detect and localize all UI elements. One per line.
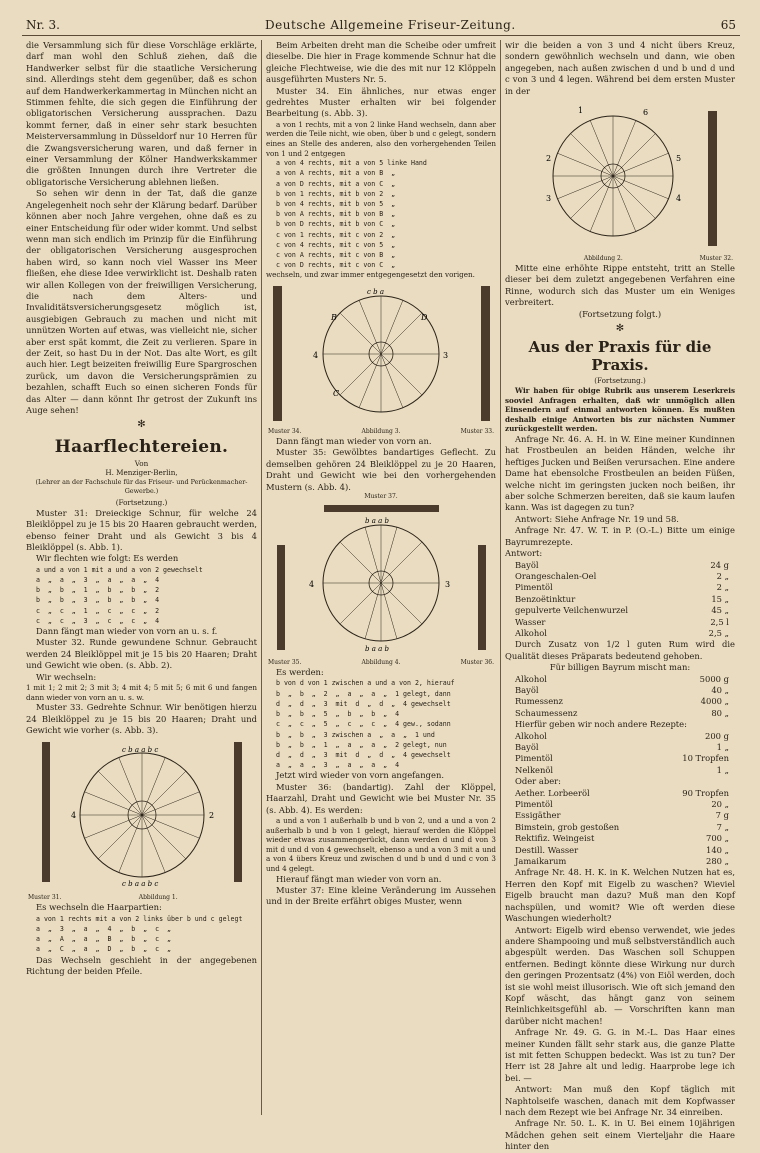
caption-pattern: Muster 35.: [268, 659, 302, 667]
pattern-35-intro: Es werden:: [276, 667, 324, 678]
byline-von: Von: [134, 458, 149, 468]
step-line: b von d von 1 zwischen a und a von 2, hierauf: [276, 679, 455, 688]
step-line: b „ b „ 3 zwischen a „ a „ 1 und: [276, 730, 435, 739]
byline-role: (Lehrer an der Fachschule für das Friseur- und Perückenmacher-Gewerbe.): [35, 478, 248, 495]
query-49: Anfrage Nr. 49. G. G. in M.-L. Das Haar eines meiner Kunden fällt sehr stark aus, die ganze Platte ist mit fetten Schuppen bedeckt. Was ist zu tun? Der Herr ist 28 Jahre alt und ledig. Haarprobe lege ich bei. —: [505, 1027, 735, 1083]
paragraph: wir die beiden a von 3 und 4 nicht übers Kreuz, sondern gewöhnlich wechseln und dann, wie oben angegeben, nach außen zwischen d und b und d und c von 3 und 4 legen. Während bei dem ersten Muster in der: [505, 40, 735, 96]
paragraph: die Versammlung sich für diese Vorschläge erklärte, darf man wohl den Schluß ziehen, daß die Handwerker selbst für die staatliche Versicherung sind. Allerdings steht dem gegenüber, daß es schon auf dem Handwerkerkammertag in München nicht an Stimmen fehlte, die sich gegen die Einführung der obligatorischen Versicherung aussprachen. Dazu kommt ferner, daß in einer sehr stark besuchten Meisterversammlung in Düsseldorf nur 10 Herren für die Zwangsversicherung waren, und daß ferner in einer Versammlung der Kölner Handwerkskammer die größten Innungen durch ihre Vertreter die obligatorische Versicherung ablehnen ließen.: [26, 40, 257, 187]
recipe-row: Bimstein, grob gestoßen 7 „: [515, 821, 729, 832]
answer-49: Antwort: Man muß den Kopf täglich mit Naphtolseife waschen, danach mit dem Kopfwasser nach dem Rezept wie bei Anfrage Nr. 34 einreiben.: [505, 1084, 735, 1117]
pattern-32-text: Muster 32. Runde gewundene Schnur. Gebraucht werden 24 Bleiklöppel mit je 15 bis 20 Haaren; Draht und Gewicht wie oben. (s. Abb. 2).: [26, 637, 257, 671]
continuation-note: (Fortsetzung.): [594, 376, 646, 386]
column-1: [22, 40, 261, 1115]
step-line: c von 4 rechts, mit c von 5 „: [276, 240, 396, 249]
caption-figure: Abbildung 4.: [361, 659, 401, 667]
pattern-33-text: Muster 33. Gedrehte Schnur. Wir benötigen hierzu 24 Bleiklöppel zu je 15 bis 20 Haaren; Draht und Gewicht wie vorher (s. Abb. 3).: [26, 702, 257, 736]
newspaper-title: Deutsche Allgemeine Friseur-Zeitung.: [265, 18, 516, 32]
recipe-row: Bayöl 24 g: [515, 559, 729, 570]
step-line: a „ C „ a „ D „ b „ c „: [36, 945, 171, 954]
caption-figure: Abbildung 3.: [361, 428, 401, 436]
svg-text:2: 2: [545, 154, 551, 164]
answer-46: Antwort: Siehe Anfrage Nr. 19 und 58.: [515, 513, 679, 524]
step-line: a „ a „ 3 „ a „ a „ 4: [36, 576, 160, 585]
pattern-32-steps: 1 mit 1; 2 mit 2; 3 mit 3; 4 mit 4; 5 mit 5; 6 mit 6 und fangen dann wieder von vorn an u. s. w.: [26, 683, 257, 702]
svg-text:4: 4: [312, 351, 318, 361]
svg-text:4: 4: [70, 811, 76, 821]
pattern-34-steps: [266, 158, 496, 270]
braiding-disc-illustration: [37, 740, 247, 890]
paragraph: Mitte eine erhöhte Rippe entsteht, tritt an Stelle dieser bei dem zuletzt angegebenen Verfahren eine Rinne, wodurch sich das Muster um ein Weniges verbreitert.: [505, 263, 735, 308]
recipe-row: Alkohol 5000 g: [515, 673, 729, 684]
step-line: c „ c „ 1 „ c „ c „ 2: [36, 606, 160, 615]
svg-text:2: 2: [208, 811, 214, 821]
continuation-note: (Fortsetzung.): [115, 498, 168, 508]
recipe-row: Pimentöl 2 „: [515, 582, 729, 593]
recipe-row: Pimentöl 10 Tropfen: [515, 753, 729, 764]
svg-text:c b a a b c: c b a a b c: [121, 880, 158, 889]
pattern-34-sub: a von 1 rechts, mit a von 2 linke Hand wechseln, dann aber werden die Teile nicht, wie oben, über b und c gelegt, sondern eines an Stelle des anderen, also den vorhergehenden Teilen von 1 und 2 entgegen: [266, 119, 496, 158]
step-line: a „ 3 „ a „ 4 „ b „ c „: [36, 925, 171, 934]
recipe-row: Bayöl 40 „: [515, 684, 729, 695]
recipe-row: Rumessenz 4000 „: [515, 696, 729, 707]
step-line: a von 4 rechts, mit a von 5 linke Hand: [276, 159, 427, 168]
step-line: c von 1 rechts, mit c von 2 „: [276, 230, 396, 239]
step-line: b von A rechts, mit b von B „: [276, 210, 396, 219]
recipe-row: Bayöl 1 „: [515, 742, 729, 752]
issue-number: Nr. 3.: [26, 18, 60, 32]
step-line: b von D rechts, mit b von C „: [276, 220, 396, 229]
pattern-35-steps: [266, 678, 496, 770]
recipe-label: Hierfür geben wir noch andere Rezepte:: [515, 719, 687, 730]
step-line: c „ c „ 5 „ c „ c „ 4 gew., sodann: [276, 720, 451, 729]
pattern-31-intro: Wir flechten wie folgt: Es werden: [36, 553, 179, 564]
caption-pattern: Muster 33.: [460, 428, 494, 436]
step-line: c von A rechts, mit c von B „: [276, 251, 396, 260]
recipe-row: Aether. Lorbeeröl 90 Tropfen: [515, 787, 729, 798]
caption-pattern: Muster 37.: [364, 493, 398, 501]
pattern-36-text: Muster 36: (bandartig). Zahl der Klöppel, Haarzahl, Draht und Gewicht wie bei Muster Nr. 35 (s. Abb. 4). Es werden:: [266, 781, 496, 815]
svg-text:3: 3: [545, 194, 551, 204]
recipe-row: Alkohol 2,5 „: [515, 627, 729, 638]
ornament-icon: ✻: [137, 419, 146, 431]
paragraph: wechseln, und zwar immer entgegengesetzt den vorigen.: [266, 270, 475, 280]
caption-pattern: Muster 34.: [268, 428, 302, 436]
answer-48: Antwort: Eigelb wird ebenso verwendet, wie jedes andere Shampooing und muß selbstverständlich auch abgespült werden. Das Waschen soll Schuppen entfernen. Bedingt könnte diese Wirkung nur durch den geringen Prozentsatz (4%) von Eiöl werden, doch ist sie wohl meist illusorisch. Wie oft sich jemand den Kopf wäscht, das hängt ganz von seinem Reinlichkeitsgefühl ab. — Vorschriften kann man darüber nicht machen!: [505, 924, 735, 1026]
recipe-3: [505, 731, 735, 777]
figure-4-top-caption: [266, 493, 496, 501]
figure-1: [37, 740, 247, 890]
figure-1-caption: [26, 894, 257, 902]
query-46: Anfrage Nr. 46. A. H. in W. Eine meiner Kundinnen hat Frostbeulen an beiden Händen, welche ihr heftiges Jucken und Beißen verursachen. Eine andere Dame hat ebensolche Frostbeulen an beiden Füßen, welche nicht im geringsten jucken noch beißen, ihr aber solche Schmerzen bereiten, daß sie kaum laufen kann. Was ist dagegen zu tun?: [505, 434, 735, 513]
pattern-33-intro: Es wechseln die Haarpartien:: [36, 902, 162, 913]
step-line: b „ b „ 1 „ b „ b „ 2: [36, 586, 160, 595]
step-line: c von D rechts, mit c von C „: [276, 261, 396, 270]
svg-text:b a a b: b a a b: [364, 517, 389, 526]
continuation-note: (Fortsetzung folgt.): [578, 308, 662, 319]
step-line: b „ b „ 5 „ b „ b „ 4: [276, 710, 400, 719]
paragraph: Jetzt wird wieder von vorn angefangen.: [276, 770, 445, 781]
braiding-disc-illustration: [269, 284, 494, 424]
step-line: b von 1 rechts, mit b von 2 „: [276, 189, 396, 198]
pattern-37-text: Muster 37: Eine kleine Veränderung im Aussehen und in der Breite erfährt obiges Muster, wenn: [266, 884, 496, 907]
query-47: Anfrage Nr. 47. W. T. in P. (O.-L.) Bitte um einige Bayrumrezepte.: [505, 525, 735, 547]
section-title: Haarflechtereien.: [54, 436, 229, 457]
recipe-label: Oder aber:: [515, 776, 561, 787]
query-48: Anfrage Nr. 48. H. K. in K. Welchen Nutzen hat es, Herren den Kopf mit Eigelb zu waschen? Wieviel Eigelb braucht man dazu? Muß man den Kopf nachspülen, und womit? Wie oft werden diese Waschungen wiederholt?: [505, 867, 735, 924]
pattern-36-sub: a und a von 1 außerhalb b und b von 2, und a und a von 2 außerhalb b und b von 1 gelegt, hierauf werden die Klöppel wieder etwas zusammengerückt, dann werden d und d von 3 mit d und d von 4 gewechselt, ebenso a und a von 3 mit a und a von 4 übers Kreuz und zwischen d und b und d und c von 3 und 4 gelegt.: [266, 815, 496, 873]
recipe-row: Essigäther 7 g: [515, 810, 729, 821]
recipe-row: Orangeschalen-Oel 2 „: [515, 570, 729, 581]
recipe-1: [505, 560, 735, 640]
byline-name: H. Menziger-Berlin,: [105, 468, 178, 478]
pattern-35-text: Muster 35: Gewölbtes bandartiges Geflecht. Zu demselben gehören 24 Bleiklöppel zu je 20 Haaren, Draht und Gewicht wie bei den vorhergehenden Mustern (s. Abb. 4).: [266, 447, 496, 492]
pattern-33-steps: [26, 914, 257, 955]
paragraph: Durch Zusatz von 1/2 l guten Rum wird die Qualität dieses Präparats bedeutend gehoben.: [505, 639, 735, 661]
svg-text:5: 5: [675, 154, 681, 164]
pattern-31-steps: [26, 565, 257, 626]
svg-text:4: 4: [308, 580, 314, 590]
step-line: a von D rechts, mit a von C „: [276, 179, 396, 188]
recipe-row: Nelkenöl 1 „: [515, 764, 729, 775]
recipe-row: Jamaikarum 280 „: [515, 856, 729, 867]
step-line: b „ b „ 3 „ b „ b „ 4: [36, 596, 160, 605]
column-3: [500, 40, 739, 1152]
recipe-row: gepulverte Veilchenwurzel 45 „: [515, 605, 729, 616]
recipe-row: Pimentöl 20 „: [515, 799, 729, 810]
svg-text:6: 6: [642, 108, 648, 118]
step-line: a „ a „ 3 „ a „ a „ 4: [276, 761, 400, 770]
recipe-label: Für billigen Bayrum mischt man:: [549, 662, 691, 673]
recipe-row: Alkohol 200 g: [515, 730, 729, 741]
ornament-icon: ✻: [615, 323, 625, 335]
recipe-row: Benzoëtinktur 15 „: [515, 593, 729, 604]
svg-text:C: C: [332, 389, 339, 399]
svg-text:c b a a b c: c b a a b c: [121, 746, 158, 755]
paragraph: So sehen wir denn in der Tat, daß die ganze Angelegenheit noch sehr der Klärung bedarf. Darüber können aber noch Jahre vergehen, ohne daß es zu einer Entscheidung für oder wider kommt. Und selbst wenn man sich endlich im Prinzip für die Einführung der obligatorischen Versicherung ausgesprochen haben wird, so kann noch viel Wasser ins Meer fließen, ehe diese Idee verwirklicht ist. Deshalb raten wir allen Kollegen von der freiwilligen Versicherung, die nach dem Alters- und Invaliditätsversicherungsgesetz möglich ist, ausgiebigen Gebrauch zu machen und nicht mit unnützen Worten auf etwas, was vielleicht nie, sicher aber erst spät kommt, die Zeit zu verlieren. Spare in der Zeit, so hast Du in der Not. Das alte Wort, es gilt auch hier. Legt beizeiten freiwillig Eure Spargroschen zurück, um davon die Versicherungsprämien zu bezahlen, schafft Euch so einen sicheren Fonds für das Alter — dann könnt Ihr getrost der Zukunft ins Auge sehen!: [26, 188, 257, 415]
caption-pattern: Muster 32.: [699, 255, 733, 263]
answer-label: Antwort:: [505, 548, 543, 559]
svg-text:3: 3: [444, 580, 450, 590]
svg-text:B: B: [330, 313, 337, 323]
section-title: Aus der Praxis für die Praxis.: [528, 338, 712, 375]
step-line: a „ A „ a „ B „ b „ c „: [36, 935, 171, 944]
svg-text:3: 3: [442, 351, 448, 361]
recipe-row: Wasser 2,5 l: [515, 616, 729, 627]
svg-text:1: 1: [577, 106, 583, 116]
paragraph: Dann fängt man wieder von vorn an u. s. f.: [36, 626, 218, 637]
step-line: b von 4 rechts, mit b von 5 „: [276, 200, 396, 209]
paragraph: Beim Arbeiten dreht man die Scheibe oder umfreit dieselbe. Die hier in Frage kommende Schnur hat die gleiche Flechtweise, wie die des mit nur 12 Klöppeln ausgeführten Musters Nr. 5.: [266, 40, 496, 85]
paragraph: Das Wechseln geschieht in der angegebenen Richtung der beiden Pfeile.: [26, 954, 257, 977]
recipe-4: [505, 788, 735, 868]
pattern-31-text: Muster 31: Dreieckige Schnur, für welche 24 Bleiklöppel zu je 15 bis 20 Haaren gebraucht werden, ebenso feiner Draht und als Gewicht 3 bis 4 Bleiklöppel (s. Abb. 1).: [26, 507, 257, 552]
step-line: d „ d „ 3 mit d „ d „ 4 gewechselt: [276, 750, 451, 759]
caption-figure: Abbildung 1.: [138, 894, 178, 902]
recipe-row: Schaumessenz 80 „: [515, 707, 729, 718]
page-number: 65: [720, 18, 736, 32]
recipe-row: Destill. Wasser 140 „: [515, 844, 729, 855]
step-line: a und a von 1 mit a und a von 2 gewechselt: [36, 565, 203, 574]
figure-2-caption: [505, 255, 735, 263]
pattern-34-text: Muster 34. Ein ähnliches, nur etwas enger gedrehtes Muster erhalten wir bei folgender Bearbeitung (s. Abb. 3).: [266, 85, 496, 119]
step-line: a von 1 rechts mit a von 2 links über b und c gelegt: [36, 914, 243, 923]
query-50: Anfrage Nr. 50. L. K. in U. Bei einem 10jährigen Mädchen gehen seit einem Vierteljahr die Haare hinter den: [505, 1118, 735, 1152]
recipe-row: Rektifiz. Weingeist 700 „: [515, 833, 729, 844]
figure-4: [269, 505, 494, 655]
figure-2: [508, 101, 733, 251]
svg-text:D: D: [420, 313, 427, 323]
caption-figure: Abbildung 2.: [583, 255, 623, 263]
paragraph: Wir wechseln:: [36, 671, 97, 682]
page-header: [22, 18, 740, 36]
step-line: b „ b „ 1 „ a „ a „ 2 gelegt, nun: [276, 740, 447, 749]
step-line: d „ d „ 3 mit d „ d „ 4 gewechselt: [276, 699, 451, 708]
braiding-disc-illustration: [508, 101, 733, 251]
caption-pattern: Muster 36.: [460, 659, 494, 667]
braiding-disc-illustration: [269, 505, 494, 655]
recipe-2: [505, 674, 735, 720]
editorial-notice: Wir haben für obige Rubrik aus unserem Leserkreis sooviel Anfragen erhalten, daß wir unmöglich allen Einsendern auf einmal antworten können. Es mußten deshalb einige Antworten bis zur nächsten Nummer zurückgestellt werden.: [505, 386, 735, 434]
figure-3: [269, 284, 494, 424]
paragraph: Dann fängt man wieder von vorn an.: [276, 436, 432, 447]
paragraph: Hierauf fängt man wieder von vorn an.: [276, 873, 442, 884]
caption-pattern: Muster 31.: [28, 894, 62, 902]
figure-4-caption: [266, 659, 496, 667]
figure-3-caption: [266, 428, 496, 436]
svg-text:c b a: c b a: [366, 288, 384, 297]
step-line: c „ c „ 3 „ c „ c „ 4: [36, 616, 160, 625]
column-2: [261, 40, 500, 1115]
svg-text:b a a b: b a a b: [364, 645, 389, 654]
step-line: a von A rechts, mit a von B „: [276, 169, 396, 178]
step-line: b „ b „ 2 „ a „ a „ 1 gelegt, dann: [276, 689, 451, 698]
svg-text:4: 4: [675, 194, 681, 204]
